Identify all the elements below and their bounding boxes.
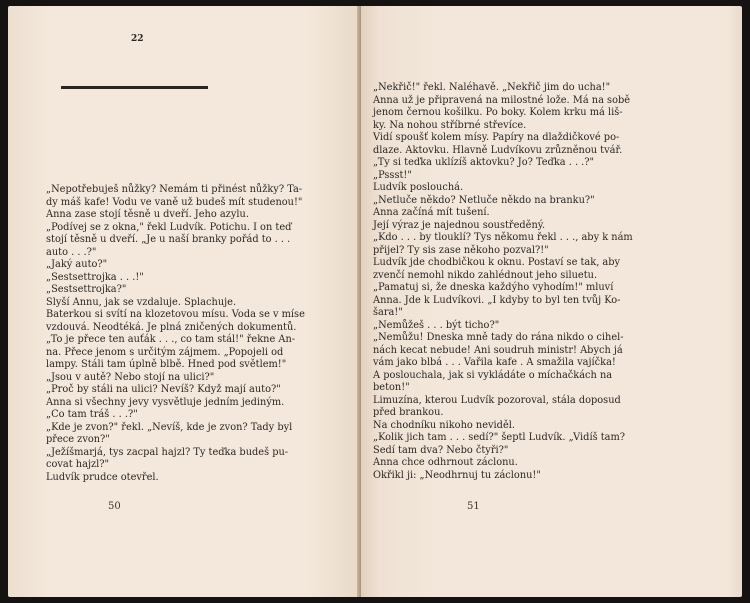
text-line: jenom černou košilku. Po boky. Kolem krku má liš-	[373, 107, 623, 118]
right-page	[361, 6, 742, 597]
text-line: Limuzína, kterou Ludvík pozoroval, stála doposud	[373, 394, 621, 406]
text-line: covat hajzl?"	[46, 459, 110, 470]
text-line: „Pssst!"	[373, 169, 412, 181]
left-page	[8, 6, 361, 597]
text-line: „Kolik jich tam . . . sedí?" šeptl Ludvík. „Vidíš tam?	[373, 432, 626, 443]
text-line: vám jako blbá . . . Vařila kafe . A smažila vajíčka!	[373, 357, 616, 368]
text-line: „Sestsettrojka?"	[46, 284, 127, 295]
left-page-number: 50	[108, 501, 121, 512]
text-line: Na chodníku nikoho neviděl.	[373, 419, 515, 431]
right-page-number: 51	[467, 501, 480, 512]
text-line: „Jsou v autě? Nebo stojí na ulici?"	[46, 371, 215, 383]
text-line: přijel? Ty sis zase někoho pozval?!"	[373, 244, 549, 256]
text-line: lampy. Stáli tam úplně blbě. Hned pod světlem!"	[46, 359, 287, 370]
text-line: Anna zase stojí těsně u dveří. Jeho azylu.	[46, 209, 249, 220]
section-divider-rule	[61, 86, 208, 89]
text-line: Anna chce odhrnout záclonu.	[373, 457, 518, 468]
text-line: stojí těsně u dveří. „Je u naší branky pořád to . . .	[46, 234, 291, 245]
text-line: Vidí spoušť kolem mísy. Papíry na dlaždičkové po-	[373, 132, 620, 143]
text-line: na. Přece jenom s určitým zájmem. „Popojeli od	[46, 346, 284, 358]
text-line: přece zvon?"	[46, 434, 110, 445]
text-line: „Jaký auto?"	[46, 259, 108, 270]
text-line: vzdouvá. Neodtéká. Je plná zničených dokumentů.	[46, 321, 297, 333]
text-line: „Netluče někdo? Netluče někdo na branku?"	[373, 194, 595, 206]
text-line: Sedí tam dva? Nebo čtyři?"	[373, 444, 509, 456]
text-line: dlaze. Aktovku. Hlavně Ludvíkovu zrůzněnou tvář.	[373, 144, 623, 156]
text-line: Anna si všechny jevy vysvětluje jedním jediným.	[46, 396, 285, 408]
text-line: Ludvík poslouchá.	[373, 182, 464, 193]
left-page-text	[46, 184, 356, 484]
text-line: Baterkou si svítí na klozetovou mísu. Voda se v míse	[46, 309, 305, 320]
text-line: dy máš kafe! Vodu ve vaně už budeš mít studenou!"	[46, 196, 303, 208]
text-line: šara!"	[373, 307, 403, 318]
text-line: Její výraz je najednou soustředěný.	[373, 219, 546, 231]
text-line: „Kde je zvon?" řekl. „Nevíš, kde je zvon? Tady byl	[46, 421, 293, 433]
text-line: „Nekřič!" řekl. Naléhavě. „Nekřič jim do ucha!"	[373, 82, 611, 93]
text-line: Okřikl ji: „Neodhrnuj tu záclonu!"	[373, 469, 541, 481]
text-line: „Nemůžeš . . . být ticho?"	[373, 319, 500, 331]
text-line: auto . . .?"	[46, 246, 97, 258]
text-line: „Podívej se z okna," řekl Ludvík. Potichu. I on teď	[46, 221, 292, 233]
text-line: Ludvík prudce otevřel.	[46, 471, 159, 483]
text-line: „Pamatuj si, že dneska každýho vyhodím!" mluví	[373, 282, 614, 293]
text-line: A poslouchala, jak si vykládáte o míchačkách na	[373, 369, 613, 381]
text-line: „Co tam tráš . . .?"	[46, 409, 138, 420]
text-line: „Ty si teďka uklízíš aktovku? Jo? Teďka . . .?"	[373, 157, 595, 168]
text-line: „Proč by stáli na ulici? Nevíš? Když mají auto?"	[46, 384, 281, 395]
text-line: „Nemůžu! Dneska mně tady do rána nikdo o cihel-	[373, 332, 624, 343]
text-line: „Sestsettrojka . . .!"	[46, 271, 144, 283]
text-line: „Ježíšmarjá, tys zacpal hajzl? Ty teďka budeš pu-	[46, 446, 289, 458]
text-line: „Kdo . . . by tlouklí? Tys někomu řekl . . ., aby k nám	[373, 232, 633, 243]
text-line: ky. Na nohou stříbrné střevíce.	[373, 119, 527, 131]
text-line: „Nepotřebuješ nůžky? Nemám ti přinést nůžky? Ta-	[46, 184, 303, 195]
text-line: Anna. Jde k Ludvíkovi. „I kdyby to byl ten tvůj Ko-	[373, 294, 621, 306]
text-line: Ludvík jde chodbičkou k oknu. Postaví se tak, aby	[373, 257, 621, 268]
text-line: zvenčí nemohl nikdo zahlédnout jeho siluetu.	[373, 269, 598, 281]
text-line: beton!"	[373, 382, 410, 393]
text-line: před brankou.	[373, 407, 444, 418]
text-line: Anna už je připravená na milostné lože. Má na sobě	[373, 94, 631, 106]
right-page-text	[373, 82, 733, 482]
text-line: „To je přece ten auťák . . ., co tam stál!" řekne An-	[46, 334, 296, 345]
text-line: Slyší Annu, jak se vzdaluje. Splachuje.	[46, 296, 237, 308]
text-line: nách kecat nebude! Ani soudruh ministr! Abych já	[373, 344, 623, 356]
text-line: Anna začíná mít tušení.	[373, 207, 490, 218]
running-header-page-number: 22	[131, 34, 144, 44]
